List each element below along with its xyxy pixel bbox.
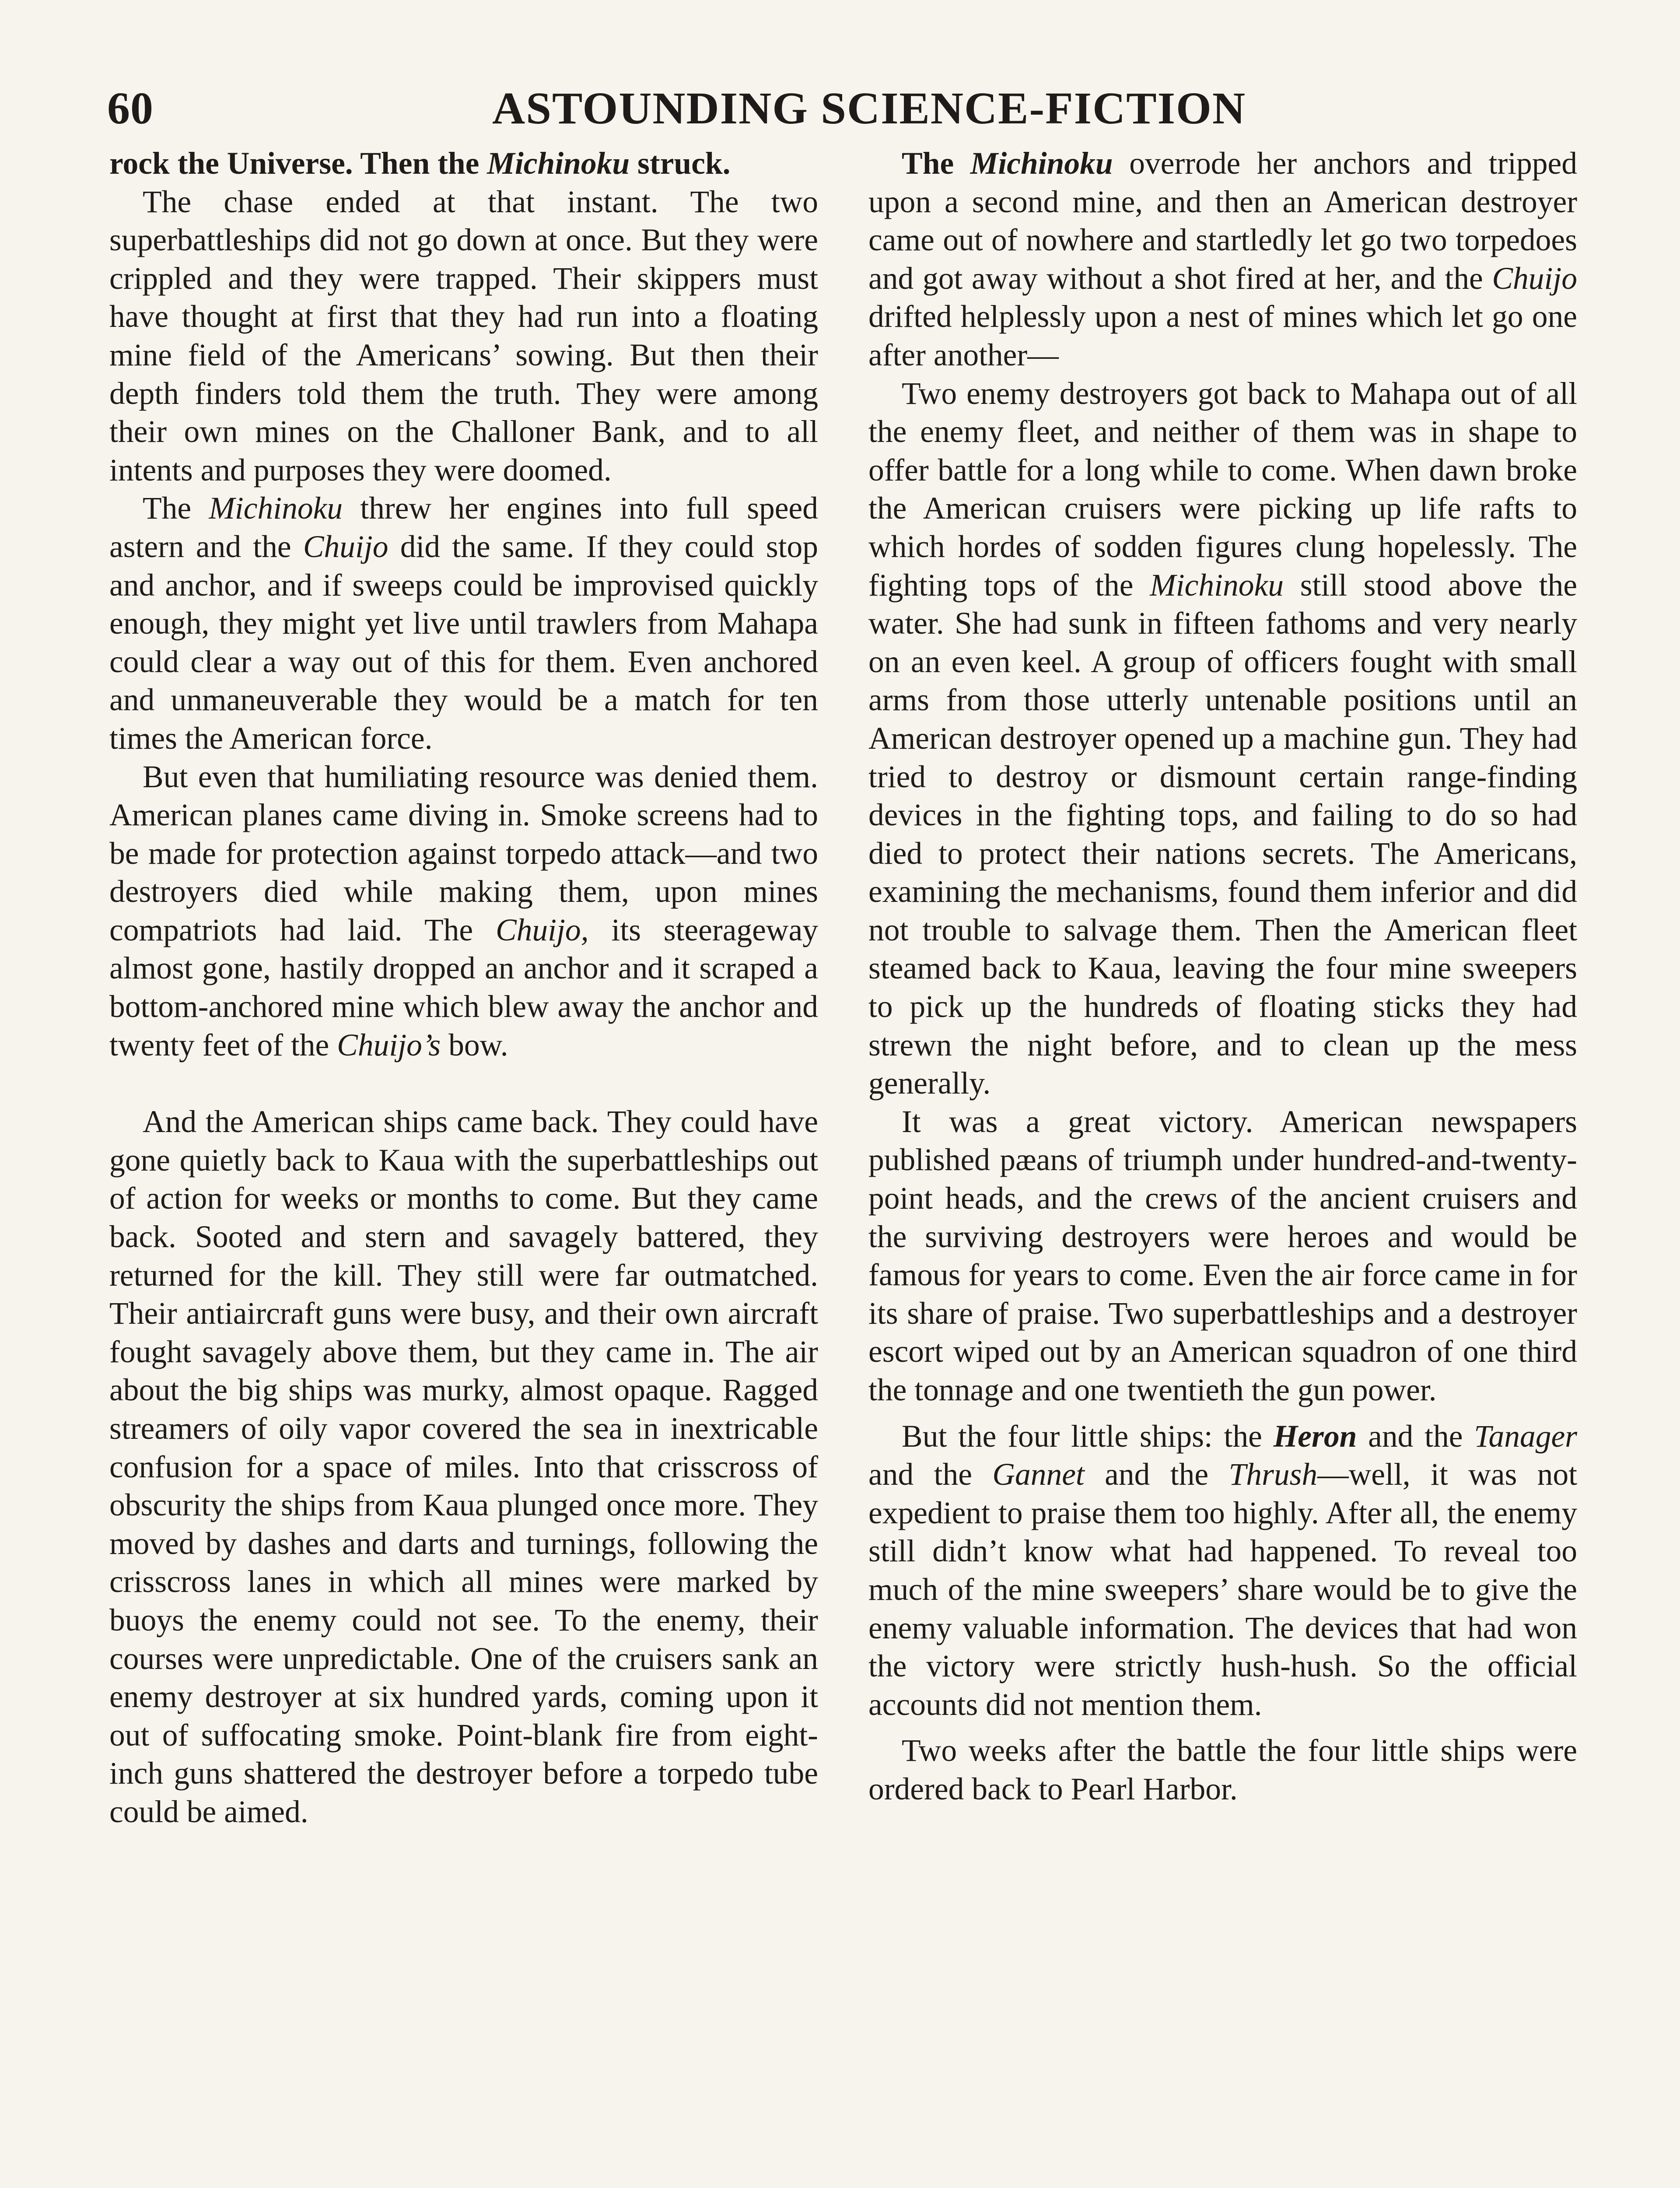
page-header bbox=[107, 82, 1246, 139]
paragraph: rock the Universe. Then the Michinoku struck. bbox=[109, 146, 731, 181]
paragraph: The chase ended at that instant. The two superbattleships did not go down at once. But they were crippled and they were trapped. Their skippers must have thought at first that they had run into a floating mine field of the Americans’ sowing. But then their depth finders told them the truth. They were among their own mines on the Challoner Bank, and to all intents and purposes they were doomed. bbox=[109, 184, 818, 487]
magazine-title: ASTOUNDING SCIENCE-FICTION bbox=[492, 83, 1246, 133]
paragraph: Two weeks after the battle the four little ships were ordered back to Pearl Harbor. bbox=[868, 1733, 1577, 1806]
left-column bbox=[109, 144, 818, 1831]
paragraph: The Michinoku threw her engines into full speed astern and the Chuijo did the same. If they could stop and anchor, and if sweeps could be improvised quickly enough, they might yet live until trawlers from Mahapa could clear a way out of this for them. Even anchored and unmaneuverable they would be a match for ten times the American force. bbox=[109, 491, 819, 756]
paragraph: But even that humiliating resource was denied them. American planes came diving in. Smoke screens had to be made for protection against torpedo attack—and two destroyers died while making them, upon mines compatriots had laid. The Chuijo, its steerageway almost gone, hastily dropped an anchor and it scraped a bottom-anchored mine which blew away the anchor and twenty feet of the Chuijo’s bow. bbox=[109, 759, 819, 1062]
paragraph: And the American ships came back. They could have gone quietly back to Kaua with the superbattleships out of action for weeks or months to come. But they came back. Sooted and stern and savagely battered, they returned for the kill. They still were far outmatched. Their antiaircraft guns were busy, and their own aircraft fought savagely above them, but they came in. The air about the big ships was murky, almost opaque. Ragged streamers of oily vapor covered the sea in inextricable confusion for a space of miles. Into that crisscross of obscurity the ships from Kaua plunged once more. They moved by dashes and darts and turnings, following the crisscross lanes in which all mines were marked by buoys the enemy could not see. To the enemy, their courses were unpredictable. One of the cruisers sank an enemy destroyer at six hundred yards, coming upon it out of suffocating smoke. Point-blank fire from eight-inch guns shattered the destroyer before a torpedo tube could be aimed. bbox=[109, 1105, 818, 1829]
page-number: 60 bbox=[107, 83, 154, 133]
right-column bbox=[868, 144, 1577, 1809]
paragraph: But the four little ships: the Heron and the Tanager and the Gannet and the Thrush—well, it was not expedient to praise them too highly. After all, the enemy still didn’t know what had happened. To reveal too much of the mine sweepers’ share would be to give the enemy valuable information. The devices that had won the victory were strictly hush-hush. So the official accounts did not mention them. bbox=[868, 1419, 1578, 1722]
paragraph-spacer bbox=[868, 1724, 1577, 1732]
paragraph: It was a great victory. American newspapers published pæans of triumph under hundred-and-twenty-point heads, and the crews of the ancient cruisers and the surviving destroyers were heroes and would be famous for years to come. Even the air force came in for its share of praise. Two superbattleships and a destroyer escort wiped out by an American squadron of one third the tonnage and one twentieth the gun power. bbox=[868, 1104, 1577, 1407]
section-break bbox=[109, 1064, 818, 1103]
paragraph: The Michinoku overrode her anchors and tripped upon a second mine, and then an American destroyer came out of nowhere and startledly let go two torpedoes and got away without a shot fired at her, and the Chuijo drifted helplessly upon a nest of mines which let go one after another— bbox=[868, 146, 1577, 372]
paragraph: Two enemy destroyers got back to Mahapa out of all the enemy fleet, and neither of them was in shape to offer battle for a long while to come. When dawn broke the American cruisers were picking up life rafts to which hordes of sodden figures clung hopelessly. The fighting tops of the Michinoku still stood above the water. She had sunk in fifteen fathoms and very nearly on an even keel. A group of officers fought with small arms from those utterly untenable positions until an American destroyer opened up a machine gun. They had tried to destroy or dismount certain range-finding devices in the fighting tops, and failing to do so had died to protect their nations secrets. The Americans, examining the mechanisms, found them inferior and did not trouble to salvage them. Then the American fleet steamed back to Kaua, leaving the four mine sweepers to pick up the hundreds of floating sticks they had strewn the night before, and to clean up the mess generally. bbox=[868, 376, 1578, 1101]
paragraph-spacer bbox=[868, 1410, 1577, 1417]
